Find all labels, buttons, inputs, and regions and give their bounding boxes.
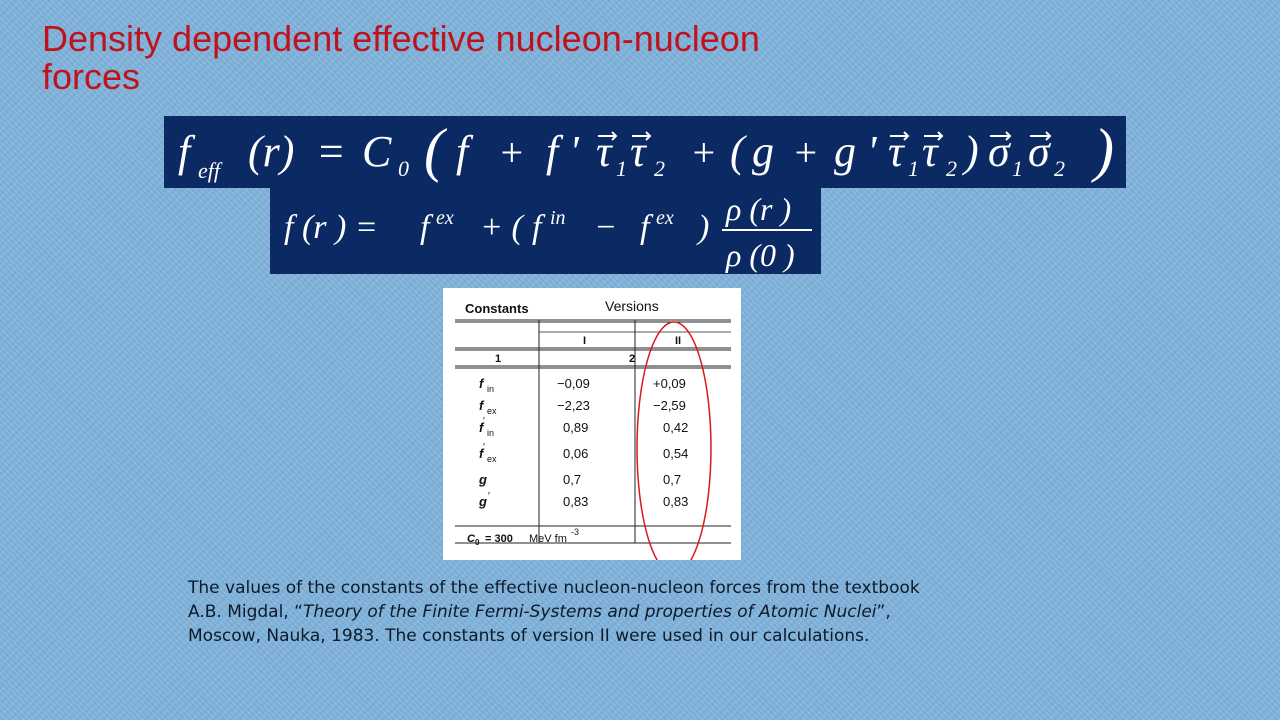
eq1-f: f	[456, 127, 469, 176]
table-row	[479, 376, 686, 394]
row-sub: ex	[487, 406, 497, 416]
title-line-2: forces	[42, 56, 141, 97]
row-sub: in	[487, 428, 495, 438]
table-row	[478, 472, 681, 487]
eq1-lhs-sub: eff	[198, 158, 220, 183]
eq1-tau-4: τ	[922, 127, 938, 176]
eq1-sigma-2-sub: 2	[1054, 156, 1065, 181]
table-rows	[478, 376, 688, 509]
eq1-plus-1: +	[498, 130, 525, 175]
row-v1: 0,89	[563, 420, 589, 435]
eq1-tau-1: τ	[596, 127, 612, 176]
eq1-gprime: g '	[834, 127, 877, 176]
eq2-plus: + (	[480, 209, 523, 246]
eq1-plus-3: +	[792, 130, 819, 175]
row-v1: −0,09	[557, 376, 590, 391]
eq1-lhs-arg: (r)	[248, 127, 295, 176]
table-row	[479, 442, 688, 464]
eq1-lhs-f: f	[178, 127, 191, 176]
eq1-C: C	[362, 127, 392, 176]
eq1-tau-3-sub: 1	[908, 156, 919, 181]
eq2-lhs: f (r ) =	[284, 209, 378, 246]
eq2-f-ex-2: f	[640, 209, 650, 246]
eq1-equals: =	[316, 127, 346, 176]
caption-line-2-end: ”,	[876, 602, 891, 622]
eq1-g-close-paren: )	[964, 127, 979, 176]
eq2-sup-ex: ex	[436, 207, 454, 229]
row-v1: −2,23	[557, 398, 590, 413]
row-v1: 0,06	[563, 446, 589, 461]
eq1-sigma-1-sub: 1	[1012, 156, 1023, 181]
eq2-sup-ex-2: ex	[656, 207, 674, 229]
eq1-fprime: f '	[546, 127, 579, 176]
eq1-C-sub: 0	[398, 156, 409, 181]
equation-effective-force	[164, 116, 1126, 188]
eq1-g-open-paren: (	[730, 127, 745, 176]
caption-line-1: The values of the constants of the effective nucleon-nucleon forces from the textbook	[188, 578, 920, 598]
highlight-ellipse	[637, 322, 711, 560]
footer-unit: MeV fm	[529, 533, 567, 545]
row-name: f	[479, 420, 484, 435]
row-name: f	[479, 376, 484, 391]
eq1-tau-3: τ	[888, 127, 904, 176]
row-v1: 0,83	[563, 494, 589, 509]
eq1-tau-4-sub: 2	[946, 156, 957, 181]
constants-table-image	[443, 288, 741, 560]
row-v2: 0,42	[663, 420, 689, 435]
eq1-g: g	[752, 127, 774, 176]
eq2-f-ex: f	[420, 209, 430, 246]
caption-book-title: Theory of the Finite Fermi-Systems and properties of Atomic Nuclei	[302, 602, 877, 622]
caption-line-3: Moscow, Nauka, 1983. The constants of version II were used in our calculations.	[188, 626, 870, 646]
table-row	[479, 398, 686, 416]
row-v2: 0,83	[663, 494, 689, 509]
slide-title	[42, 20, 942, 96]
table-num-2: 2	[629, 353, 636, 365]
eq1-sigma-1: σ	[988, 127, 1010, 176]
row-prime: ′	[483, 416, 485, 427]
eq2-sup-in: in	[550, 207, 566, 229]
footer-exp: -3	[571, 527, 580, 537]
table-num-1: 1	[495, 353, 502, 365]
table-header-constants: Constants	[465, 301, 529, 316]
row-name: g	[479, 494, 487, 509]
table-col-II: II	[675, 335, 682, 347]
eq1-tau-2: τ	[630, 127, 646, 176]
footer-eq: = 300	[485, 533, 513, 545]
eq2-close: )	[698, 209, 710, 246]
eq2-denominator: ρ (0 )	[726, 237, 795, 273]
row-v2: 0,7	[663, 472, 682, 487]
caption-author: A.B. Migdal, “	[188, 602, 303, 622]
row-prime: ′	[483, 442, 485, 453]
row-name: f	[479, 398, 484, 413]
caption-line-2	[188, 600, 1088, 624]
eq2-minus: −	[594, 209, 617, 246]
row-prime: ′	[488, 491, 490, 502]
row-sub: in	[487, 384, 495, 394]
eq1-tau-1-sub: 1	[616, 156, 627, 181]
eq1-sigma-2: σ	[1028, 127, 1050, 176]
title-line-1: Density dependent effective nucleon-nucleon	[42, 18, 760, 59]
table-header-versions: Versions	[605, 298, 659, 314]
row-v2: 0,54	[663, 446, 689, 461]
row-v2: +0,09	[653, 376, 686, 391]
caption	[188, 576, 1088, 648]
equation-density-interpolation	[270, 188, 821, 274]
footer-C: C	[467, 533, 475, 545]
row-name: f	[479, 446, 484, 461]
table-col-I: I	[583, 335, 587, 347]
table-row	[478, 491, 688, 509]
eq1-plus-2: +	[690, 130, 717, 175]
table-row	[479, 416, 688, 438]
eq1-close-paren: )	[1094, 117, 1114, 183]
eq2-numerator: ρ (r )	[726, 191, 792, 227]
eq1-open-paren: (	[424, 117, 444, 183]
row-sub: ex	[487, 454, 497, 464]
row-name: g	[479, 472, 487, 487]
eq2-f-in: f	[532, 209, 542, 246]
footer-C-sub: 0	[475, 538, 480, 547]
eq1-tau-2-sub: 2	[654, 156, 665, 181]
row-v1: 0,7	[563, 472, 582, 487]
row-v2: −2,59	[653, 398, 686, 413]
